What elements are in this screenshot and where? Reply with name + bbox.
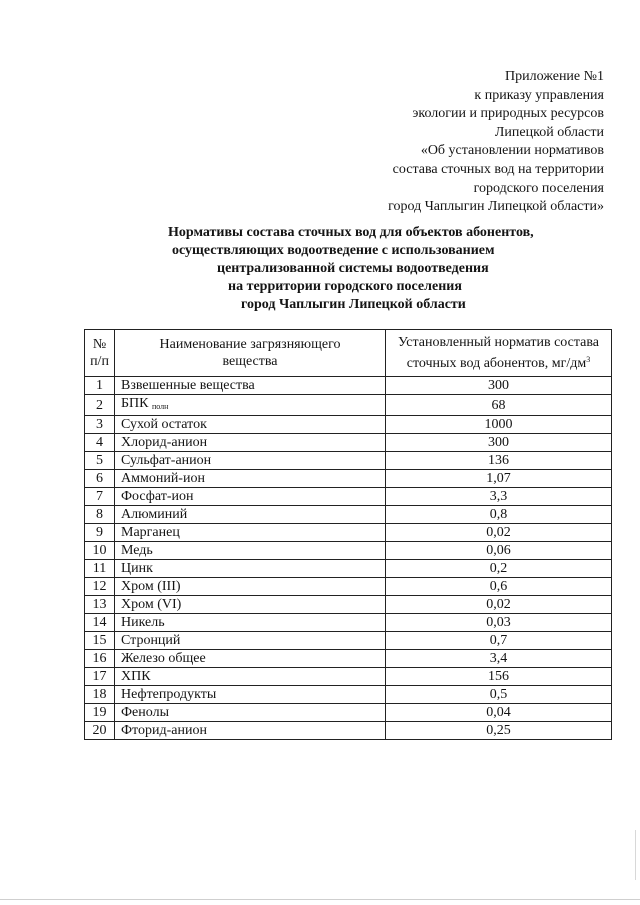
substance-name-text: Фенолы — [121, 705, 169, 720]
table-row — [85, 704, 612, 722]
table-row — [85, 542, 612, 560]
substance-name — [115, 542, 386, 560]
substance-name — [115, 416, 386, 434]
table-row — [85, 686, 612, 704]
title-line: централизованной системы водоотведения — [217, 261, 489, 276]
substance-name — [115, 650, 386, 668]
substance-name — [115, 452, 386, 470]
substance-subscript: полн — [152, 402, 169, 411]
substance-name-text: Фосфат-ион — [121, 489, 194, 504]
row-number: 11 — [85, 560, 115, 578]
document-title — [100, 224, 620, 314]
substance-name — [115, 395, 386, 416]
norm-value: 0,2 — [386, 560, 612, 578]
appendix-block — [274, 68, 604, 217]
row-number: 2 — [85, 395, 115, 416]
norm-value: 3,3 — [386, 488, 612, 506]
table-row — [85, 395, 612, 416]
substance-name — [115, 668, 386, 686]
norms-table — [84, 329, 612, 740]
norm-value: 0,25 — [386, 722, 612, 740]
substance-name-text: Железо общее — [121, 651, 206, 666]
appendix-line: Липецкой области — [494, 124, 604, 140]
table-row — [85, 488, 612, 506]
header-number-line2: п/п — [90, 354, 109, 369]
header-number-line1: № — [92, 337, 107, 352]
substance-name — [115, 434, 386, 452]
header-substance — [115, 330, 386, 377]
substance-name — [115, 632, 386, 650]
row-number: 15 — [85, 632, 115, 650]
substance-name-text: Медь — [121, 543, 153, 558]
substance-name-text: Фторид-анион — [121, 723, 207, 738]
row-number: 3 — [85, 416, 115, 434]
substance-name — [115, 704, 386, 722]
row-number: 7 — [85, 488, 115, 506]
substance-name — [115, 596, 386, 614]
norm-value: 3,4 — [386, 650, 612, 668]
substance-name-text: ХПК — [121, 669, 151, 684]
substance-name — [115, 470, 386, 488]
norm-value: 0,7 — [386, 632, 612, 650]
norm-value: 0,5 — [386, 686, 612, 704]
substance-name-text: Стронций — [121, 633, 181, 648]
scan-bottom-line — [0, 899, 640, 900]
row-number: 13 — [85, 596, 115, 614]
table-row — [85, 506, 612, 524]
table-row — [85, 614, 612, 632]
substance-name-text: Взвешенные вещества — [121, 378, 255, 393]
title-line: осуществляющих водоотведение с использованием — [172, 243, 495, 258]
substance-name — [115, 524, 386, 542]
table-row — [85, 434, 612, 452]
norm-value: 136 — [386, 452, 612, 470]
substance-name-text: Хлорид-анион — [121, 435, 208, 450]
header-norm-line1: Установленный норматив состава — [398, 335, 599, 350]
table-row — [85, 377, 612, 395]
table-row — [85, 470, 612, 488]
norm-value: 0,06 — [386, 542, 612, 560]
substance-name-text: Никель — [121, 615, 165, 630]
row-number: 19 — [85, 704, 115, 722]
norm-value: 0,02 — [386, 596, 612, 614]
scan-edge-mark — [635, 830, 636, 880]
title-line: город Чаплыгин Липецкой области — [241, 297, 466, 312]
row-number: 17 — [85, 668, 115, 686]
appendix-line: городского поселения — [473, 180, 604, 196]
appendix-line: Приложение №1 — [505, 69, 604, 84]
substance-name-text: Марганец — [121, 525, 180, 540]
norm-value: 0,6 — [386, 578, 612, 596]
table-row — [85, 722, 612, 740]
substance-name-text: Хром (VI) — [121, 597, 182, 612]
row-number: 5 — [85, 452, 115, 470]
table-row — [85, 578, 612, 596]
substance-name-text: Цинк — [121, 561, 153, 576]
norm-value: 300 — [386, 377, 612, 395]
row-number: 4 — [85, 434, 115, 452]
header-norm — [386, 330, 612, 377]
appendix-line: город Чаплыгин Липецкой области» — [388, 199, 604, 215]
row-number: 16 — [85, 650, 115, 668]
table-row — [85, 560, 612, 578]
row-number: 9 — [85, 524, 115, 542]
table-row — [85, 524, 612, 542]
table-body — [85, 377, 612, 740]
table-row — [85, 668, 612, 686]
norm-value: 68 — [386, 395, 612, 416]
table-row — [85, 632, 612, 650]
table-header-row — [85, 330, 612, 377]
substance-name-text: Алюминий — [121, 507, 188, 522]
table-row — [85, 650, 612, 668]
substance-name — [115, 722, 386, 740]
substance-name — [115, 377, 386, 395]
header-substance-line2: вещества — [222, 354, 278, 369]
row-number: 10 — [85, 542, 115, 560]
norm-value: 1,07 — [386, 470, 612, 488]
substance-name-text: Сухой остаток — [121, 417, 207, 432]
row-number: 1 — [85, 377, 115, 395]
header-norm-line2: сточных вод абонентов, мг/дм — [406, 356, 587, 371]
substance-name — [115, 578, 386, 596]
title-line: Нормативы состава сточных вод для объектов абонентов, — [168, 225, 534, 240]
appendix-line: экологии и природных ресурсов — [412, 106, 604, 122]
row-number: 14 — [85, 614, 115, 632]
row-number: 8 — [85, 506, 115, 524]
norm-value: 0,03 — [386, 614, 612, 632]
norm-value: 300 — [386, 434, 612, 452]
row-number: 6 — [85, 470, 115, 488]
norm-value: 0,02 — [386, 524, 612, 542]
header-substance-line1: Наименование загрязняющего — [159, 337, 341, 352]
substance-name-text: БПК — [121, 396, 149, 411]
row-number: 20 — [85, 722, 115, 740]
substance-name-text: Сульфат-анион — [121, 453, 212, 468]
table-row — [85, 596, 612, 614]
substance-name-text: Аммоний-ион — [121, 471, 205, 486]
table-row — [85, 452, 612, 470]
substance-name — [115, 506, 386, 524]
norm-value: 0,8 — [386, 506, 612, 524]
title-line: на территории городского поселения — [228, 279, 462, 294]
table-row — [85, 416, 612, 434]
substance-name — [115, 686, 386, 704]
norm-value: 1000 — [386, 416, 612, 434]
header-norm-exponent: 3 — [586, 355, 591, 364]
appendix-line: «Об установлении нормативов — [420, 143, 604, 159]
substance-name — [115, 488, 386, 506]
norm-value: 156 — [386, 668, 612, 686]
row-number: 18 — [85, 686, 115, 704]
row-number: 12 — [85, 578, 115, 596]
appendix-line: к приказу управления — [474, 87, 604, 103]
substance-name-text: Нефтепродукты — [121, 687, 217, 702]
header-number — [85, 330, 115, 377]
substance-name-text: Хром (III) — [121, 579, 181, 594]
norm-value: 0,04 — [386, 704, 612, 722]
appendix-line: состава сточных вод на территории — [392, 161, 604, 177]
substance-name — [115, 614, 386, 632]
substance-name — [115, 560, 386, 578]
